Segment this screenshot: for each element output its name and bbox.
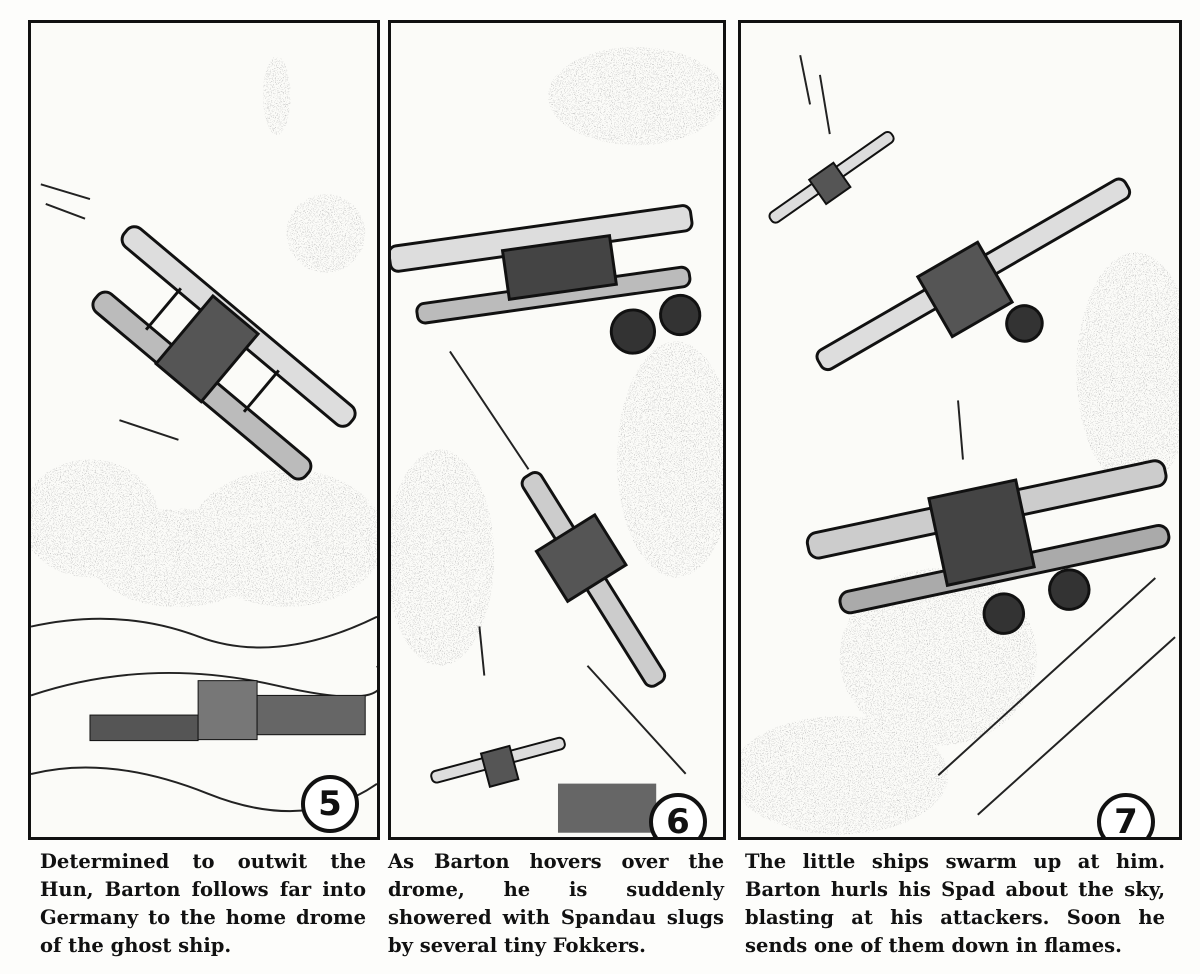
panel-number-badge: 7 — [1097, 793, 1155, 840]
panel-number-badge: 6 — [649, 793, 707, 840]
comic-panel-7 — [738, 20, 1182, 840]
fokker-small-1 — [765, 126, 903, 235]
panel-5-illustration — [31, 23, 377, 837]
comic-panel-5 — [28, 20, 380, 840]
comic-panel-6 — [388, 20, 726, 840]
drome-building — [558, 784, 656, 833]
panel-5-caption: Determined to outwit the Hun, Barton follows far into Germany to the home drome of the ghost ship. — [40, 850, 366, 957]
panel-7-illustration — [741, 23, 1179, 837]
panel-7-caption: The little ships swarm up at him. Barton hurls his Spad about the sky, blasting at his attackers. Soon he sends one of them down in flames. — [745, 850, 1165, 957]
panel-number-badge: 5 — [301, 775, 359, 833]
aerodrome — [90, 681, 365, 741]
panel-6-illustration — [391, 23, 723, 837]
fokker-small — [429, 732, 571, 801]
panel-6-caption: As Barton hovers over the drome, he is suddenly showered with Spandau slugs by several tiny Fokkers. — [388, 850, 724, 957]
